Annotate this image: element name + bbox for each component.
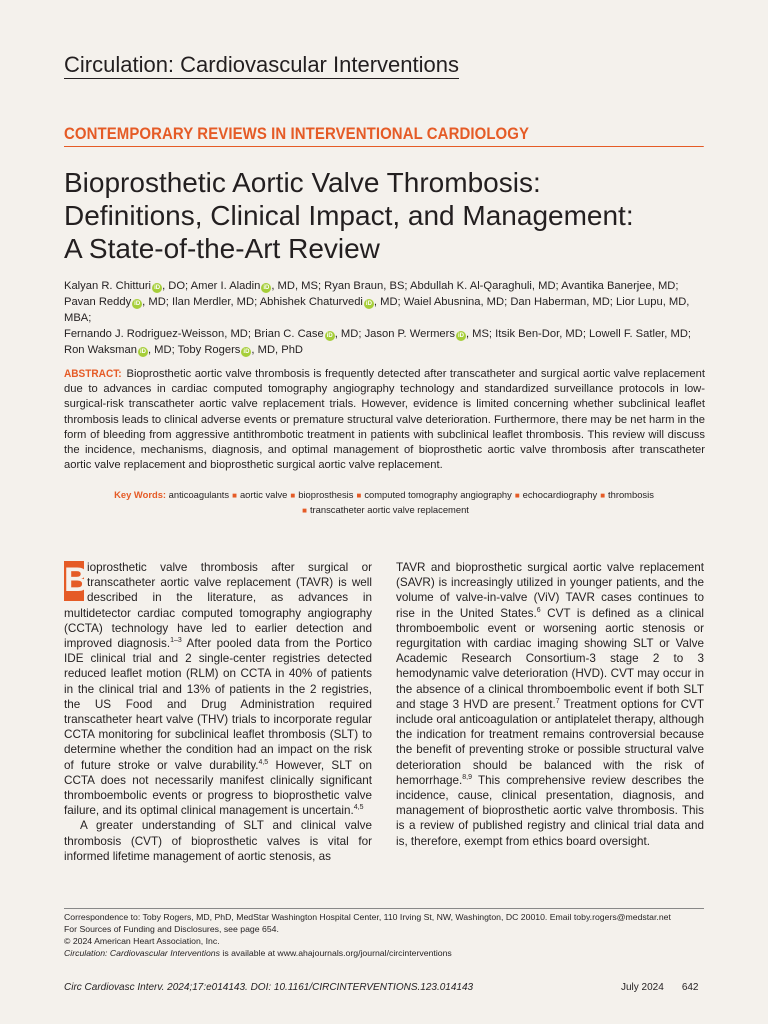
keyword: thrombosis [608, 489, 654, 500]
author-name: Waiel Abusnina [403, 296, 481, 308]
abstract-text: Bioprosthetic aortic valve thrombosis is frequently detected after transcatheter and surgical aortic valve replacement due to advances in cardiac computed tomography angiography technology and standardized surveillance protocols in low-surgical-risk transcatheter aortic valve replacement trials. However, evidence is limited concerning whether subclinical leaflet thrombosis leads to clinical adverse events or premature structural valve deterioration. Furthermore, there may be net harm in the form of bleeding from aggressive antithrombotic treatment in patients with subclinical leaflet thrombosis. This review will discuss the incidence, mechanisms, diagnosis, and optimal management of bioprosthetic aortic valve thrombosis after transcatheter aortic valve replacement and bioprosthetic surgical aortic valve replacement. [64, 368, 705, 472]
author-name: Ilan Merdler [172, 296, 231, 308]
citation: Circ Cardiovasc Interv. 2024;17:e014143. DOI: 10.1161/CIRCINTERVENTIONS.123.014143 [64, 982, 474, 993]
orcid-icon[interactable]: iD [139, 349, 146, 355]
bullet-icon: ■ [514, 491, 520, 500]
author-name: Abdullah K. Al-Qaraghuli [410, 280, 532, 292]
body-column-right: TAVR and bioprosthetic surgical aortic valve replacement (SAVR) is increasingly utilized in younger patients, and the volume of valve-in-valve (ViV) TAVR cases continues to rise in the United States.$^6$ CVT is defined as a clinical thromboembolic event or worsening aortic stenosis or regurgitation with cardiac imaging showing SLT or Valve Academic Research Consortium-3 stage 2 to 3 hemodynamic valve deterioration (HVD). CVT may occur in the absence of a clinical thromboembolic event if both SLT and stage 3 HVD are present.$^7$ Treatment options for CVT include oral anticoagulation or antiplatelet therapy, although the indication for treatment remains controversial because the benefit of preventing stroke or possible structural valve deterioration should be balanced with the risk of hemorrhage.$^{8,9}$ This comprehensive review describes the incidence, cause, clinical presentation, diagnosis, and management of bioprosthetic aortic valve thrombosis. This is a review of published registry and clinical trial data and is, therefore, exempt from ethics board oversight. [396, 561, 704, 848]
orcid-icon[interactable]: iD [457, 333, 464, 339]
author-name: Amer I. Aladin [190, 280, 261, 292]
keyword: bioprosthesis [298, 489, 354, 500]
bullet-icon: ■ [302, 506, 307, 515]
author-name: Ron Waksman [64, 344, 137, 356]
author-name: Kalyan R. Chitturi [64, 280, 152, 292]
orcid-icon[interactable]: iD [154, 285, 161, 291]
footer-date-page: July 2024 642 [621, 982, 699, 993]
author-name: Itsik Ben-Dor [495, 328, 560, 340]
author-name: Lowell F. Satler [589, 328, 665, 340]
page-number: 642 [681, 982, 699, 993]
author-name: Avantika Banerjee [561, 280, 652, 292]
author-name: Jason P. Wermers [364, 328, 455, 340]
keyword: computed tomography angiography [364, 489, 512, 500]
keyword: transcatheter aortic valve replacement [309, 504, 469, 515]
author-list: Kalyan R. Chitturi iD , DO; Amer I. Aladin iD , MD, MS; Ryan Braun, BS; Abdullah K. Al-Qaraghuli, MD; Avantika Banerjee, MD; Pavan Reddy iD , MD; Ilan Merdler, MD; Abhishek Chaturvedi iD , MD; Waiel Abusnina, MD; Dan Haberman, MD; Lior Lupu, MD, MBA; Fernando J. Rodriguez-Weisson, MD; Brian C. Case iD , MD; Jason P. Wermers iD , MS; Itsik Ben-Dor, MD; Lowell F. Satler, MD; Ron Waksman iD , MD; Toby Rogers iD , MD, PhD [64, 280, 692, 356]
author-name: Lior Lupu [616, 296, 663, 308]
abstract-label: ABSTRACT: [64, 368, 122, 380]
section-heading: CONTEMPORARY REVIEWS IN INTERVENTIONAL CARDIOLOGY [64, 124, 704, 147]
author-name: Fernando J. Rodriguez-Weisson [64, 328, 225, 340]
bullet-icon: ■ [600, 491, 606, 500]
author-name: Brian C. Case [254, 328, 324, 340]
body-column-left: B ioprosthetic valve thrombosis after surgical or transcatheter aortic valve replacement (TAVR) is well described in the literature, as advances in multidetector cardiac computed tomography angiography (CCTA) technology have led to earlier detection and improved diagnosis.$^{1-3}$ After pooled data from the Portico IDE clinical trial and 2 single-center registries detected reduced leaflet motion (RLM) on CCTA in 40% of patients in the clinical trial and 13% of patients in the 2 registries, the US Food and Drug Administration required transcatheter heart valve (THV) trials to incorporate regular CCTA monitoring for subclinical leaflet thrombosis (SLT) to determine whether the condition had an impact on the risk of future stroke or valve durability.$^{4,5}$ However, SLT on CCTA does not necessarily manifest clinically significant thromboembolic events or progress to bioprosthetic valve failure, and its optimal clinical management is uncertain.$^{4,5}$ A greater understanding of SLT and clinical valve thrombosis (CVT) of bioprosthetic valves is vital for informed lifetime management of aortic stenosis, as [64, 561, 372, 863]
drop-cap: B [64, 561, 89, 599]
author-name: Dan Haberman [510, 296, 587, 308]
bullet-icon: ■ [290, 491, 296, 500]
orcid-icon[interactable]: iD [263, 285, 270, 291]
author-name: Toby Rogers [177, 344, 241, 356]
keywords [64, 488, 704, 518]
author-name: Pavan Reddy [64, 296, 132, 308]
author-name: Ryan Braun [324, 280, 384, 292]
orcid-icon[interactable]: iD [243, 349, 250, 355]
bullet-icon: ■ [356, 491, 362, 500]
keyword: anticoagulants [168, 489, 230, 500]
abstract [64, 367, 705, 473]
orcid-icon[interactable]: iD [134, 301, 141, 307]
article-title: Bioprosthetic Aortic Valve Thrombosis: Definitions, Clinical Impact, and Management: A State-of-the-Art Review [64, 167, 634, 264]
keyword: echocardiography [522, 489, 598, 500]
author-name: Abhishek Chaturvedi [259, 296, 363, 308]
bullet-icon: ■ [232, 491, 237, 500]
correspondence-footnote: Correspondence to: Toby Rogers, MD, PhD, MedStar Washington Hospital Center, 110 Irving St, NW, Washington, DC 20010. Email toby.rogers@medstar.net For Sources of Funding and Disclosures, see page 654. © 2024 American Heart Association, Inc. Circulation: Cardiovascular Interventions is available at www.ahajournals.org/journal/circinterventions [64, 908, 704, 959]
keywords-label: Key Words: [114, 489, 169, 500]
journal-name: Circulation: Cardiovascular Interventions [64, 52, 459, 77]
keyword: aortic valve [239, 489, 288, 500]
orcid-icon[interactable]: iD [365, 301, 372, 307]
orcid-icon[interactable]: iD [326, 333, 333, 339]
